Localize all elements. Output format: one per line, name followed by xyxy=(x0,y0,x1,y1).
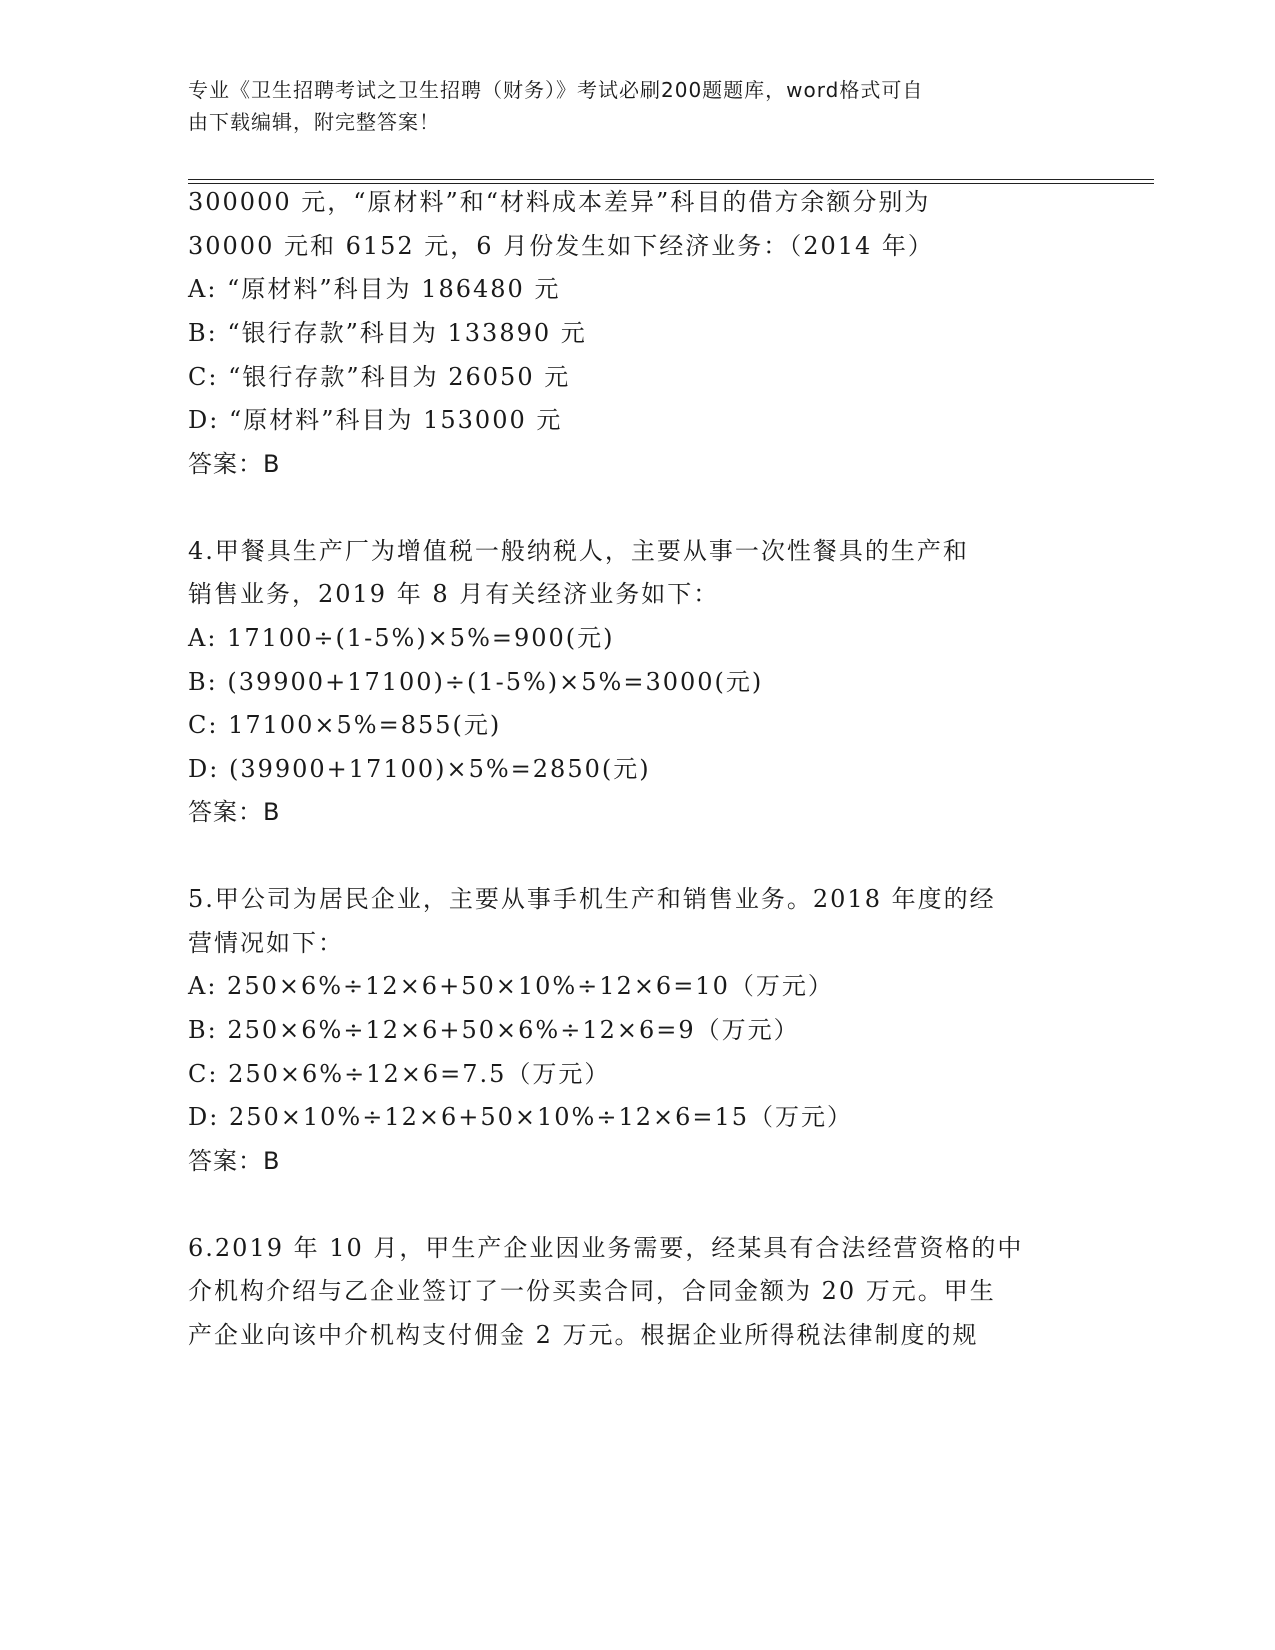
question-3-text-line-1: 300000 元，“原材料”和“材料成本差异”科目的借方余额分别为 xyxy=(188,188,931,216)
question-5-text-line-1: 5.甲公司为居民企业，主要从事手机生产和销售业务。2018 年度的经 xyxy=(188,885,996,913)
question-3-answer: 答案：B xyxy=(188,450,281,478)
header-divider-top xyxy=(188,179,1154,180)
question-4-option-c: C: 17100×5%=855(元) xyxy=(188,711,502,739)
question-3-option-a: A: “原材料”科目为 186480 元 xyxy=(188,275,561,303)
question-3-option-c: C: “银行存款”科目为 26050 元 xyxy=(188,363,571,391)
question-4-option-a: A: 17100÷(1-5%)×5%=900(元) xyxy=(188,624,615,652)
question-5-answer: 答案：B xyxy=(188,1147,281,1175)
question-4-answer: 答案：B xyxy=(188,798,281,826)
question-3-text-line-2: 30000 元和 6152 元，6 月份发生如下经济业务：（2014 年） xyxy=(188,232,934,260)
document-header xyxy=(188,74,1088,138)
question-3-option-b: B: “银行存款”科目为 133890 元 xyxy=(188,319,587,347)
header-divider-bottom xyxy=(188,183,1154,184)
question-5-option-a: A: 250×6%÷12×6+50×10%÷12×6=10（万元） xyxy=(188,972,834,1000)
question-4-text-line-2: 销售业务，2019 年 8 月有关经济业务如下： xyxy=(188,580,720,608)
question-4-text-line-1: 4.甲餐具生产厂为增值税一般纳税人，主要从事一次性餐具的生产和 xyxy=(188,537,969,565)
question-5-option-d: D: 250×10%÷12×6+50×10%÷12×6=15（万元） xyxy=(188,1103,854,1131)
question-5-option-c: C: 250×6%÷12×6=7.5（万元） xyxy=(188,1060,611,1088)
header-line-2: 由下载编辑，附完整答案！ xyxy=(188,110,440,134)
question-6-text-line-3: 产企业向该中介机构支付佣金 2 万元。根据企业所得税法律制度的规 xyxy=(188,1321,979,1349)
question-6-text-line-1: 6.2019 年 10 月，甲生产企业因业务需要，经某具有合法经营资格的中 xyxy=(188,1234,1024,1262)
question-6-text-line-2: 介机构介绍与乙企业签订了一份买卖合同，合同金额为 20 万元。甲生 xyxy=(188,1277,996,1305)
question-4-option-d: D: (39900+17100)×5%=2850(元) xyxy=(188,755,651,783)
question-5-text-line-2: 营情况如下： xyxy=(188,929,344,957)
header-line-1: 专业《卫生招聘考试之卫生招聘（财务）》考试必刷200题题库，word格式可自 xyxy=(188,78,924,102)
question-4-option-b: B: (39900+17100)÷(1-5%)×5%=3000(元) xyxy=(188,668,764,696)
question-3-option-d: D: “原材料”科目为 153000 元 xyxy=(188,406,563,434)
question-5-option-b: B: 250×6%÷12×6+50×6%÷12×6=9（万元） xyxy=(188,1016,800,1044)
